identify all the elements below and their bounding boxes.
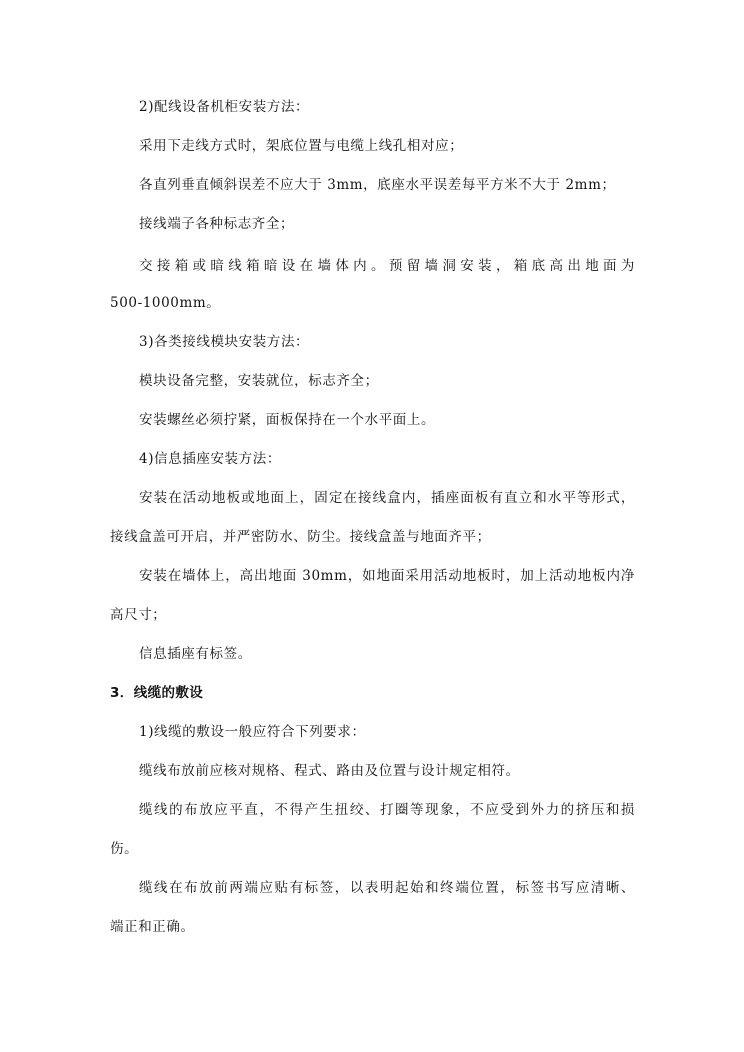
section-heading-cable-laying: 3．线缆的敷设 <box>110 685 204 701</box>
subsection-heading-cabinet: 2)配线设备机柜安装方法： <box>139 99 310 115</box>
paragraph-line: 接线端子各种标志齐全； <box>139 216 295 232</box>
paragraph-line: 交接箱或暗线箱暗设在墙体内。预留墙洞安装，箱底高出地面为 <box>139 258 635 274</box>
paragraph-line: 采用下走线方式时，架底位置与电缆上线孔相对应； <box>139 138 464 154</box>
subsection-heading-sockets: 4)信息插座安装方法： <box>139 451 281 467</box>
paragraph-line: 高尺寸； <box>110 607 167 623</box>
paragraph-line: 500-1000mm。 <box>110 295 221 311</box>
paragraph-line: 安装在墙体上，高出地面 30mm，如地面采用活动地板时，加上活动地板内净 <box>139 568 635 584</box>
paragraph-line: 模块设备完整，安装就位，标志齐全； <box>139 373 379 389</box>
paragraph-line: 安装螺丝必须拧紧，面板保持在一个水平面上。 <box>139 412 436 428</box>
paragraph-line: 缆线的布放应平直，不得产生扭绞、打圈等现象，不应受到外力的挤压和损 <box>139 802 635 818</box>
paragraph-line: 缆线在布放前两端应贴有标签，以表明起始和终端位置，标签书写应清晰、 <box>139 880 635 896</box>
paragraph-line: 信息插座有标签。 <box>139 646 252 662</box>
paragraph-line: 各直列垂直倾斜误差不应大于 3mm，底座水平误差每平方米不大于 2mm； <box>139 177 616 193</box>
paragraph-line: 缆线布放前应核对规格、程式、路由及位置与设计规定相符。 <box>139 763 520 779</box>
paragraph-line: 端正和正确。 <box>110 919 195 935</box>
paragraph-line: 伤。 <box>110 841 139 857</box>
subsection-heading-modules: 3)各类接线模块安装方法： <box>139 334 310 350</box>
subsection-heading-requirements: 1)线缆的敷设一般应符合下列要求： <box>139 724 366 740</box>
paragraph-line: 安装在活动地板或地面上，固定在接线盒内，插座面板有直立和水平等形式， <box>139 490 635 506</box>
paragraph-line: 接线盒盖可开启，并严密防水、防尘。接线盒盖与地面齐平； <box>110 529 491 545</box>
